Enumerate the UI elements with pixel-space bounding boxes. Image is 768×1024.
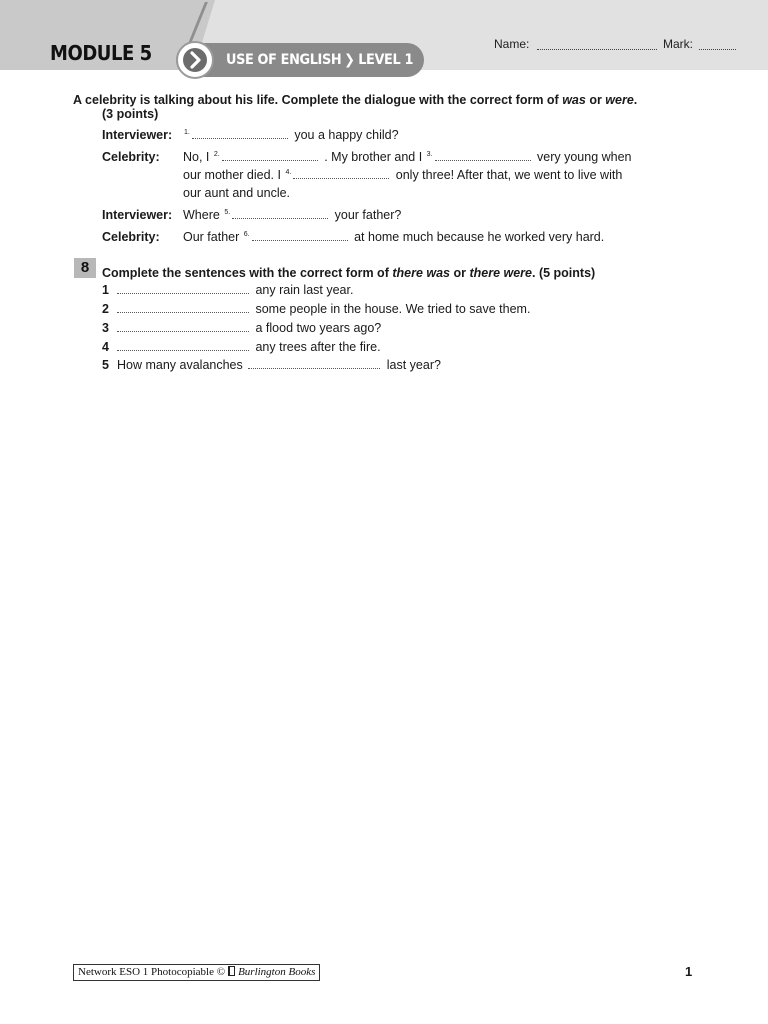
item-number: 5 (102, 358, 109, 372)
burlington-logo-icon (228, 966, 235, 976)
speaker-label: Celebrity: (102, 230, 160, 244)
list-item: any trees after the fire. (115, 340, 381, 354)
section-label: USE OF ENGLISH (226, 52, 342, 68)
level-label: LEVEL 1 (358, 52, 414, 68)
exercise-7-instruction: A celebrity is talking about his life. Complete the dialogue with the correct form of was or were. (73, 93, 638, 107)
answer-blank[interactable] (248, 358, 380, 369)
speaker-label: Interviewer: (102, 208, 173, 222)
answer-blank[interactable] (117, 340, 249, 351)
dialogue-line: Where $^{5.}$ your father? (183, 208, 402, 222)
copyright-footer: Network ESO 1 Photocopiable © Burlington Books (73, 964, 320, 981)
answer-blank-5[interactable] (232, 208, 328, 219)
dialogue-line: our mother died. I $^{4.}$ only three! After that, we went to live with (183, 168, 623, 182)
name-field[interactable] (537, 38, 657, 50)
mark-field[interactable] (699, 38, 736, 50)
answer-blank-1[interactable] (192, 128, 288, 139)
list-item: How many avalanches last year? (117, 358, 441, 372)
exercise-8-instruction: Complete the sentences with the correct form of there was or there were. (5 points) (102, 266, 596, 280)
answer-blank-6[interactable] (252, 230, 348, 241)
answer-blank[interactable] (117, 321, 249, 332)
item-number: 2 (102, 302, 109, 316)
section-title (226, 52, 413, 68)
answer-blank-4[interactable] (293, 168, 389, 179)
item-number: 1 (102, 283, 109, 297)
name-label: Name: (494, 37, 530, 51)
list-item: some people in the house. We tried to save them. (115, 302, 530, 316)
list-item: a flood two years ago? (115, 321, 381, 335)
exercise-number: 8 (74, 258, 96, 278)
answer-blank-2[interactable] (222, 150, 318, 161)
module-title: MODULE 5 (50, 41, 152, 65)
dialogue-line: No, I $^{2.}$ . My brother and I $^{3.}$ very young when (183, 150, 632, 164)
answer-blank-3[interactable] (435, 150, 531, 161)
mark-label: Mark: (663, 37, 693, 51)
speaker-label: Interviewer: (102, 128, 173, 142)
chevron-circle-icon (176, 41, 214, 79)
speaker-label: Celebrity: (102, 150, 160, 164)
answer-blank[interactable] (117, 283, 249, 294)
answer-blank[interactable] (117, 302, 249, 313)
dialogue-line: our aunt and uncle. (183, 186, 291, 200)
item-number: 3 (102, 321, 109, 335)
page-number: 1 (685, 964, 693, 979)
chevron-right-icon: ❯ (344, 52, 355, 68)
exercise-7-points: (3 points) (102, 107, 159, 121)
dialogue-line: Our father $^{6.}$ at home much because he worked very hard. (183, 230, 605, 244)
item-number: 4 (102, 340, 109, 354)
dialogue-line: $^{1.}$ you a happy child? (184, 128, 399, 142)
list-item: any rain last year. (115, 283, 353, 297)
